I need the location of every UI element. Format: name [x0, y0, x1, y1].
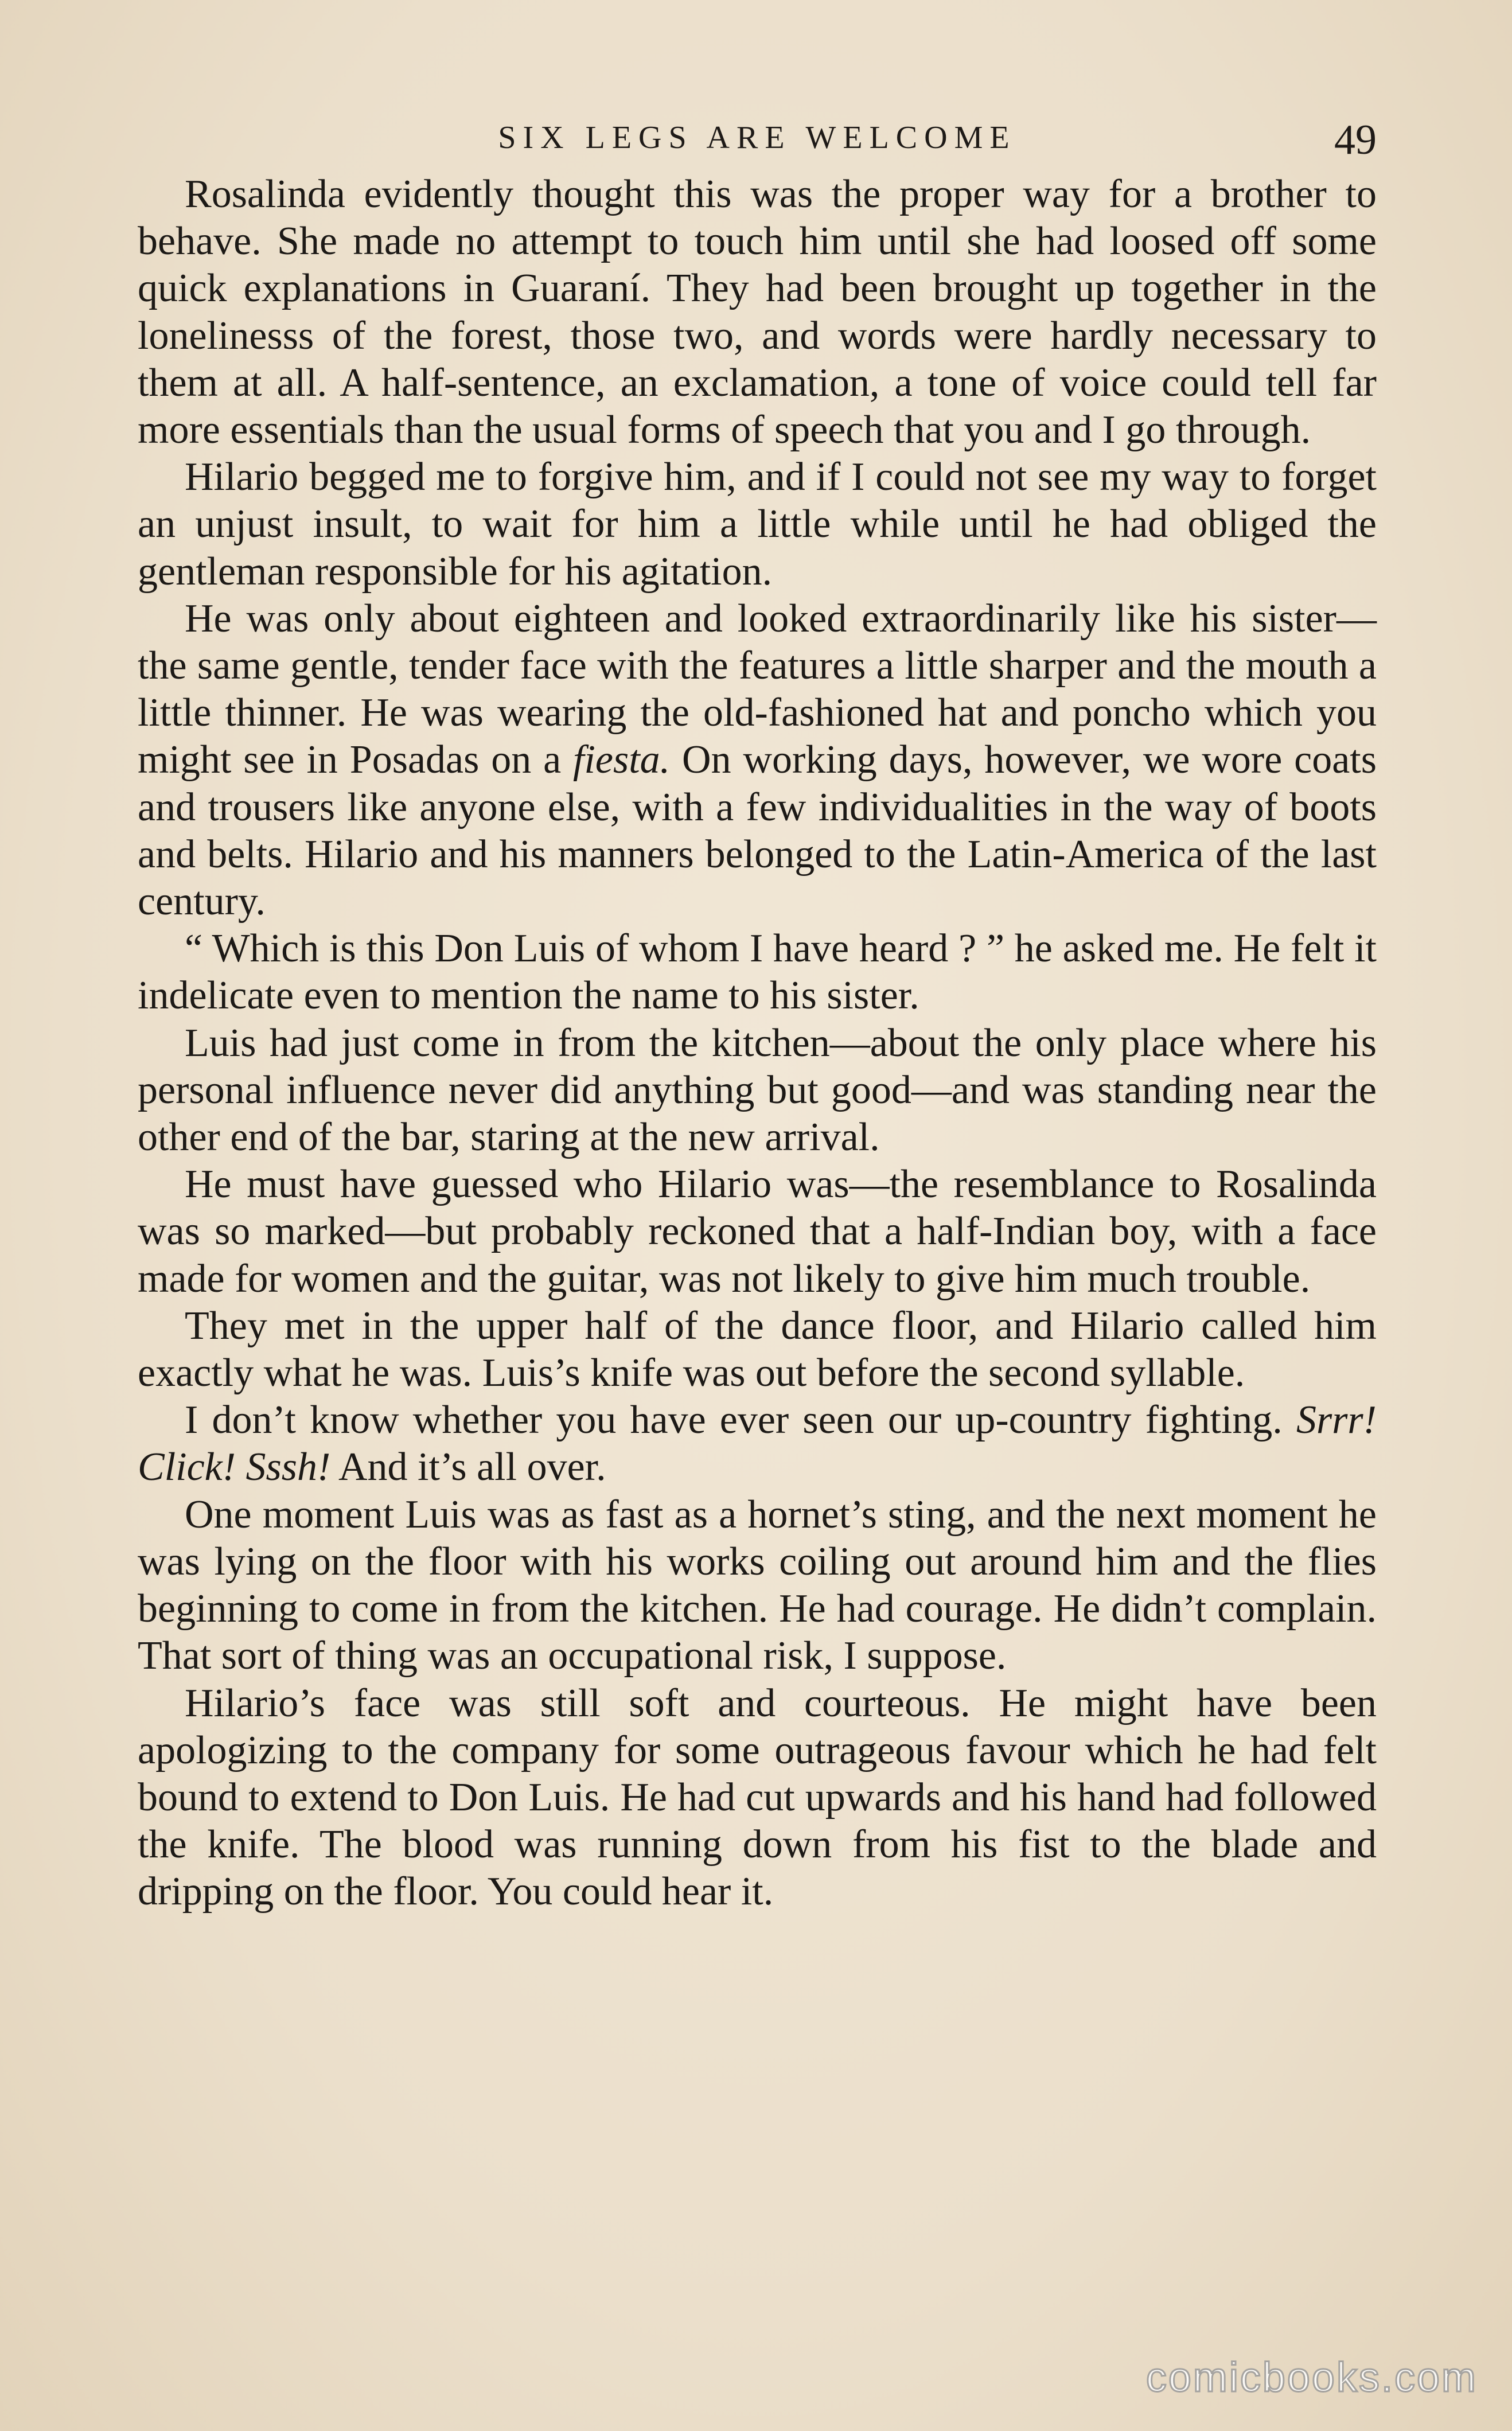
paragraph-text: One moment Luis was as fast as a hornet’s sting, and the next moment he was lying on the floor with his works coiling out around him and the flies beginning to come in from the kitchen. He had courage. He didn’t complain. That sort of thing was an occupational risk, I suppose. [138, 1492, 1377, 1678]
italic-text: fiesta. [573, 738, 671, 782]
paragraph-text: Hilario begged me to forgive him, and if I could not see my way to forget an unjust insult, to wait for him a little while until he had obliged the gentleman responsible for his agitation. [138, 455, 1377, 594]
paragraph [138, 595, 1377, 925]
paragraph [138, 1020, 1377, 1162]
body-text [138, 171, 1377, 1916]
paragraph-text: Hilario’s face was still soft and courteous. He might have been apologizing to the company for some outrageous favour which he had felt bound to extend to Don Luis. He had cut upwards and his hand had followed the knife. The blood was running down from his fist to the blade and dripping on the floor. You could hear it. [138, 1681, 1377, 1914]
paragraph-text: And it’s all over. [330, 1445, 606, 1490]
paragraph-text: They met in the upper half of the dance floor, and Hilario called him exactly what he was. Luis’s knife was out before the second syllable. [138, 1303, 1377, 1396]
paragraph [138, 1491, 1377, 1680]
paragraph-text: “ Which is this Don Luis of whom I have heard ? ” he asked me. He felt it indelicate even to mention the name to his sister. [138, 926, 1377, 1018]
paragraph-text: On working days, however, we wore coats and trousers like anyone else, with a few individualities in the way of boots and belts. Hilario and his manners belonged to the Latin-America of the last century. [138, 738, 1377, 924]
paragraph [138, 925, 1377, 1019]
paragraph-text: Rosalinda evidently thought this was the proper way for a brother to behave. She made no attempt to touch him until she had loosed off some quick explanations in Guaraní. They had been brought up together in the lonelinesss of the forest, those two, and words were hardly necessary to them at all. A half-sentence, an exclamation, a tone of voice could tell far more essentials than the usual forms of speech that you and I go through. [138, 172, 1377, 453]
paragraph-text: I don’t know whether you have ever seen our up-country fighting. [185, 1398, 1296, 1443]
paragraph [138, 171, 1377, 454]
paragraph-text: He was only about eighteen and looked extraordinarily like his sister—the same gentle, tender face with the features a little sharper and the mouth a little thinner. He was wearing the old-fashioned hat and poncho which you might see in Posadas on a [138, 596, 1377, 782]
paragraph-text: He must have guessed who Hilario was—the resemblance to Rosalinda was so marked—but probably reckoned that a half-Indian boy, with a face made for women and the guitar, was not likely to give him much trouble. [138, 1162, 1377, 1301]
paragraph-text: Luis had just come in from the kitchen—about the only place where his personal influence never did anything but good—and was standing near the other end of the bar, staring at the new arrival. [138, 1020, 1377, 1160]
paragraph [138, 1161, 1377, 1303]
page-number: 49 [1334, 116, 1377, 163]
paragraph [138, 454, 1377, 595]
running-head [138, 114, 1377, 165]
paragraph [138, 1397, 1377, 1491]
paragraph [138, 1303, 1377, 1397]
watermark: comicbooks.com [1145, 2355, 1478, 2401]
paragraph [138, 1680, 1377, 1916]
running-title: SIX LEGS ARE WELCOME [498, 120, 1016, 155]
italic-text: Srrr! Click! Sssh! [138, 1398, 1377, 1490]
